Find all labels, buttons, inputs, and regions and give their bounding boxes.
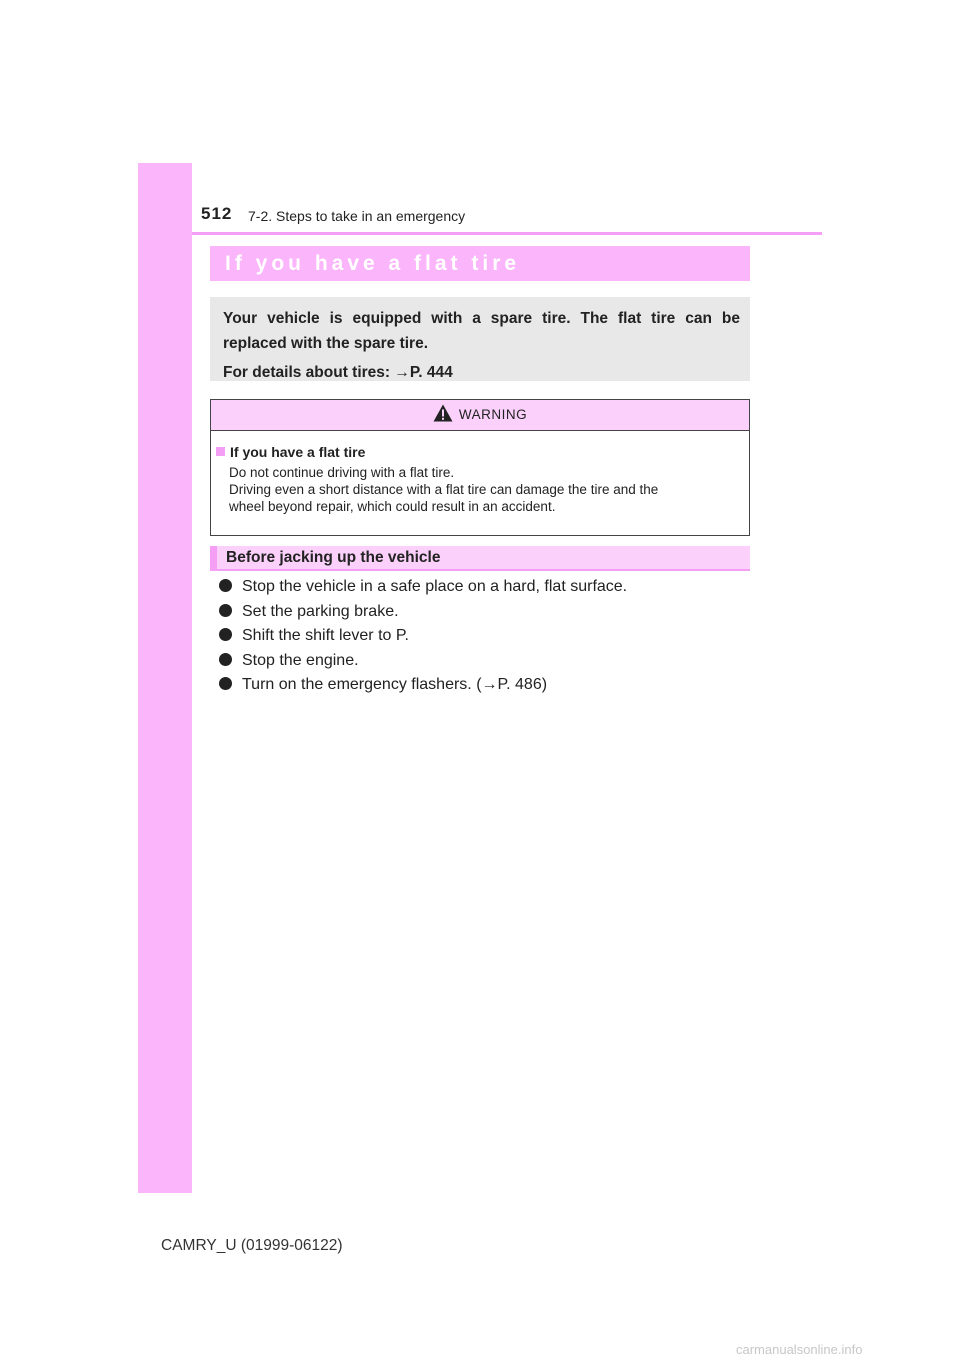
page-title: If you have a flat tire xyxy=(225,252,521,275)
watermark: carmanualsonline.info xyxy=(736,1342,863,1357)
list-item: Stop the engine. xyxy=(219,649,759,674)
section-path: 7-2. Steps to take in an emergency xyxy=(248,208,466,224)
bullet-icon xyxy=(219,653,232,666)
intro-box xyxy=(210,297,750,381)
warning-line: Driving even a short distance with a flat tire can damage the tire and the xyxy=(229,482,659,497)
chapter-side-tab xyxy=(138,163,192,1193)
steps-list xyxy=(219,575,759,698)
subsection-header xyxy=(210,546,750,571)
warning-label: WARNING xyxy=(458,407,528,422)
square-bullet-icon xyxy=(216,447,225,456)
warning-header xyxy=(211,400,749,431)
warning-triangle-icon xyxy=(433,404,453,422)
list-item: Turn on the emergency flashers. (→P. 486) xyxy=(219,673,759,698)
bullet-icon xyxy=(219,628,232,641)
intro-line: replaced with the spare tire. xyxy=(223,335,429,352)
intro-line: Your vehicle is equipped with a spare tire. The flat tire can be xyxy=(223,310,740,327)
warning-line: Do not continue driving with a flat tire. xyxy=(229,465,455,480)
list-item: Stop the vehicle in a safe place on a hard, flat surface. xyxy=(219,575,759,600)
subsection-accent xyxy=(210,546,217,569)
warning-box xyxy=(210,399,750,536)
list-item: Set the parking brake. xyxy=(219,600,759,625)
warning-heading xyxy=(216,444,365,460)
bullet-icon xyxy=(219,677,232,690)
header-rule xyxy=(192,232,822,235)
page-number: 512 xyxy=(201,204,233,223)
title-bar xyxy=(210,246,750,281)
warning-body xyxy=(229,464,744,515)
bullet-icon xyxy=(219,579,232,592)
list-item: Shift the shift lever to P. xyxy=(219,624,759,649)
warning-heading-text: If you have a flat tire xyxy=(230,444,366,460)
warning-line: wheel beyond repair, which could result in an accident. xyxy=(229,499,556,514)
manual-code-footer: CAMRY_U (01999-06122) xyxy=(161,1237,343,1254)
tire-details-reference: For details about tires: →P. 444 xyxy=(223,364,453,381)
bullet-icon xyxy=(219,604,232,617)
subsection-title: Before jacking up the vehicle xyxy=(226,549,441,566)
